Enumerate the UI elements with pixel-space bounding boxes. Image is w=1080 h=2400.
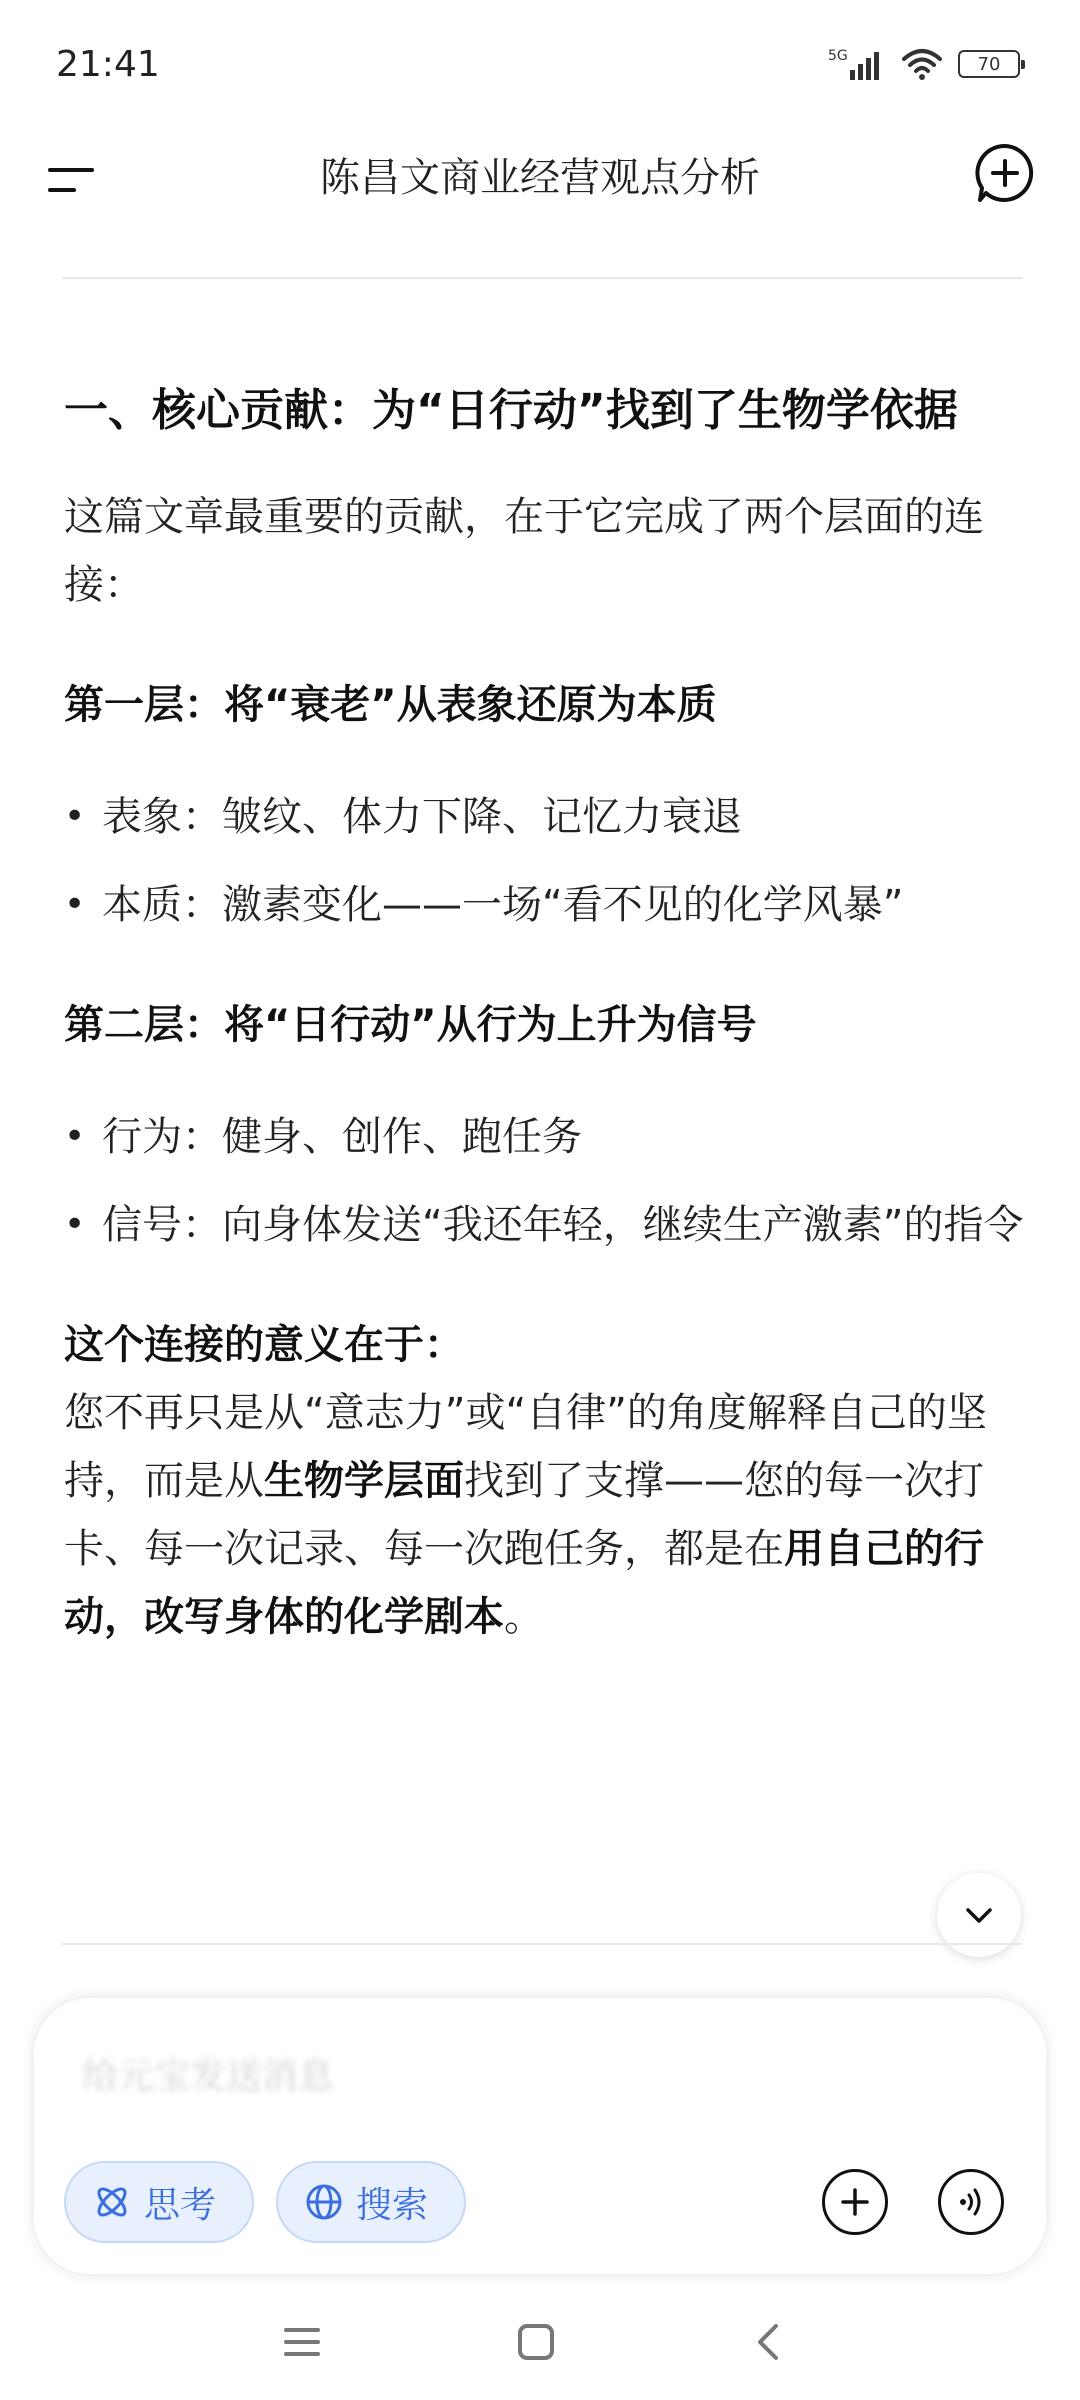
app-header xyxy=(0,130,1080,240)
voice-button[interactable] xyxy=(938,2169,1004,2235)
nav-recents-button[interactable] xyxy=(272,2312,332,2372)
message-input[interactable]: 给元宝发送消息 xyxy=(82,2056,335,2097)
intro-paragraph: 这篇文章最重要的贡献，在于它完成了两个层面的连接： xyxy=(64,494,984,608)
meaning-text-1: 您不再只是从“意志力”或“自律”的角度解释自己的坚持，而是从 xyxy=(64,1390,987,1504)
list-item: • 信号：向身体发送“我还年轻，继续生产激素”的指令 xyxy=(64,1191,1024,1259)
voice-icon xyxy=(954,2185,988,2219)
status-time: 21:41 xyxy=(56,44,160,85)
chevron-down-icon xyxy=(962,1898,996,1932)
bottom-divider xyxy=(62,1943,1022,1945)
status-bar xyxy=(0,0,1080,130)
meaning-text-2: 找到了支撑——您的每一次打卡、每一次记录、每一次跑任务，都是在 xyxy=(64,1458,984,1572)
search-label: 搜索 xyxy=(356,2184,429,2226)
meaning-text-3: 。 xyxy=(504,1594,544,1640)
attach-button[interactable] xyxy=(822,2169,888,2235)
layer2-list xyxy=(64,1103,1024,1259)
meaning-title: 这个连接的意义在于： xyxy=(64,1322,464,1368)
plus-icon xyxy=(838,2185,872,2219)
meaning-bold-2: 用自己的行动，改写身体的化学剧本 xyxy=(64,1526,984,1640)
atom-icon xyxy=(92,2182,132,2222)
layer1-list xyxy=(64,783,1024,939)
top-divider xyxy=(62,277,1022,279)
section-heading: 一、核心贡献：为“日行动”找到了生物学依据 xyxy=(64,385,958,436)
think-label: 思考 xyxy=(144,2184,217,2226)
network-label: 5G xyxy=(828,48,848,64)
list-item: • 行为：健身、创作、跑任务 xyxy=(64,1103,1024,1171)
think-toggle[interactable] xyxy=(64,2161,254,2243)
meaning-bold-1: 生物学层面 xyxy=(264,1458,464,1504)
chat-input-card xyxy=(34,1998,1046,2274)
nav-home-button[interactable] xyxy=(506,2312,566,2372)
new-chat-button[interactable] xyxy=(972,140,1038,206)
meaning-paragraph xyxy=(64,1379,1024,1651)
system-nav-bar xyxy=(0,2290,1080,2400)
search-toggle[interactable] xyxy=(276,2161,466,2243)
list-item: • 本质：激素变化——一场“看不见的化学风暴” xyxy=(64,871,1024,939)
wifi-icon xyxy=(900,47,944,81)
status-icons xyxy=(828,46,1020,82)
layer2-title: 第二层：将“日行动”从行为上升为信号 xyxy=(64,1002,757,1048)
recents-icon xyxy=(280,2320,324,2364)
list-item: • 表象：皱纹、体力下降、记忆力衰退 xyxy=(64,783,1024,851)
home-icon xyxy=(514,2320,558,2364)
battery-icon: 70 xyxy=(958,50,1020,78)
layer1-title: 第一层：将“衰老”从表象还原为本质 xyxy=(64,682,717,728)
globe-icon xyxy=(304,2182,344,2222)
back-icon xyxy=(748,2320,792,2364)
new-chat-icon xyxy=(972,140,1038,206)
message-content xyxy=(64,375,1024,1651)
nav-back-button[interactable] xyxy=(740,2312,800,2372)
signal-icon xyxy=(828,46,886,82)
page-title: 陈昌文商业经营观点分析 xyxy=(320,155,760,201)
